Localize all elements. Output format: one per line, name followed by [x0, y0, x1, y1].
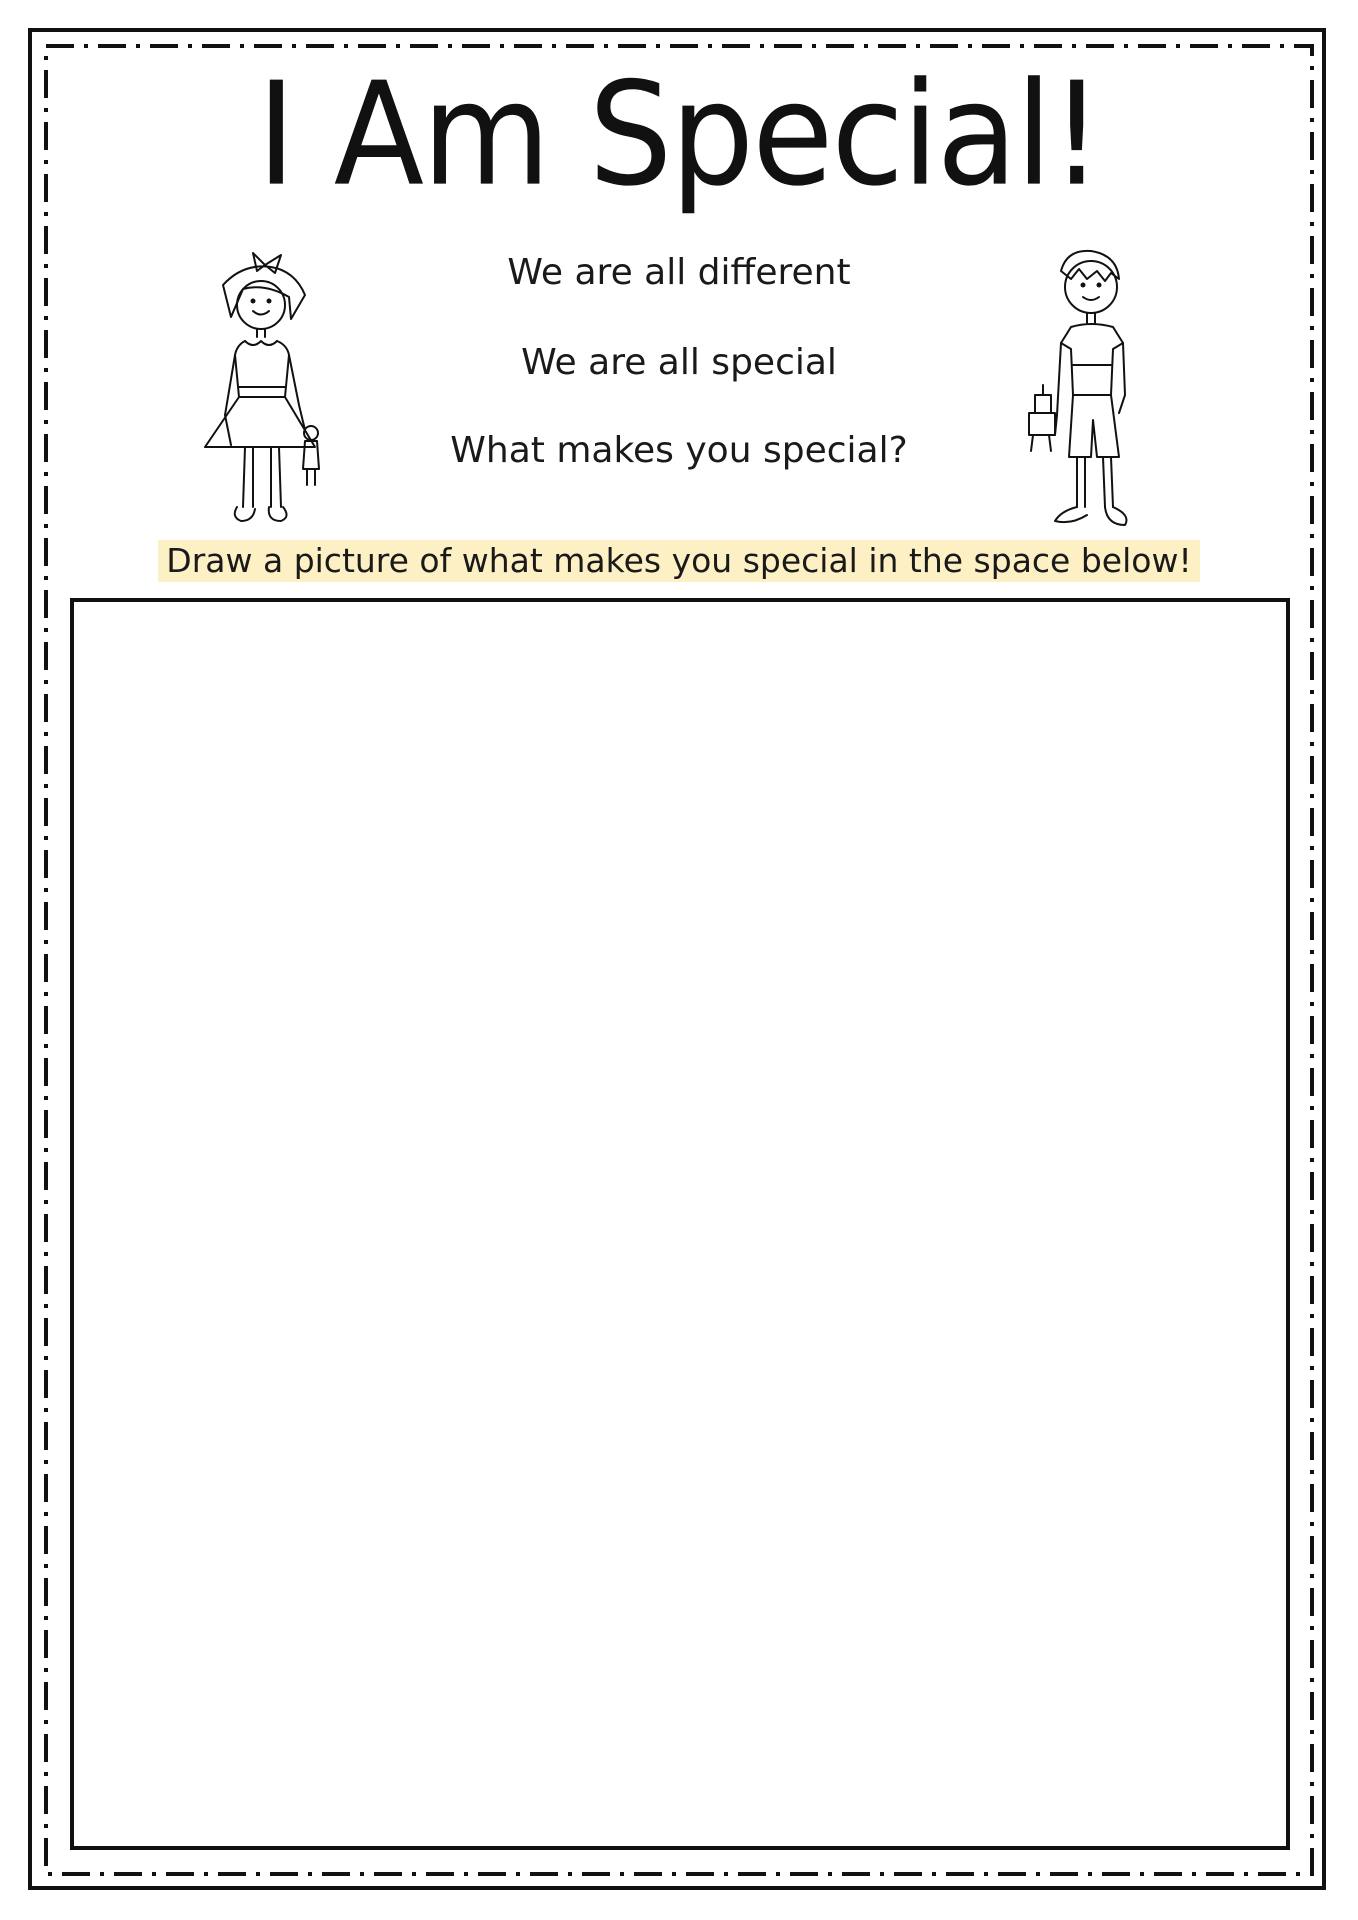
line-question: What makes you special? — [450, 430, 908, 471]
worksheet-title: I Am Special! — [256, 51, 1102, 219]
instruction-text: Draw a picture of what makes you special in the space below! — [158, 540, 1199, 582]
drawing-area[interactable] — [70, 598, 1290, 1850]
girl-illustration — [195, 245, 335, 530]
line-special: We are all special — [521, 342, 837, 383]
line-different: We are all different — [507, 252, 851, 293]
boy-illustration — [1015, 245, 1155, 535]
instruction-row — [0, 540, 1358, 582]
